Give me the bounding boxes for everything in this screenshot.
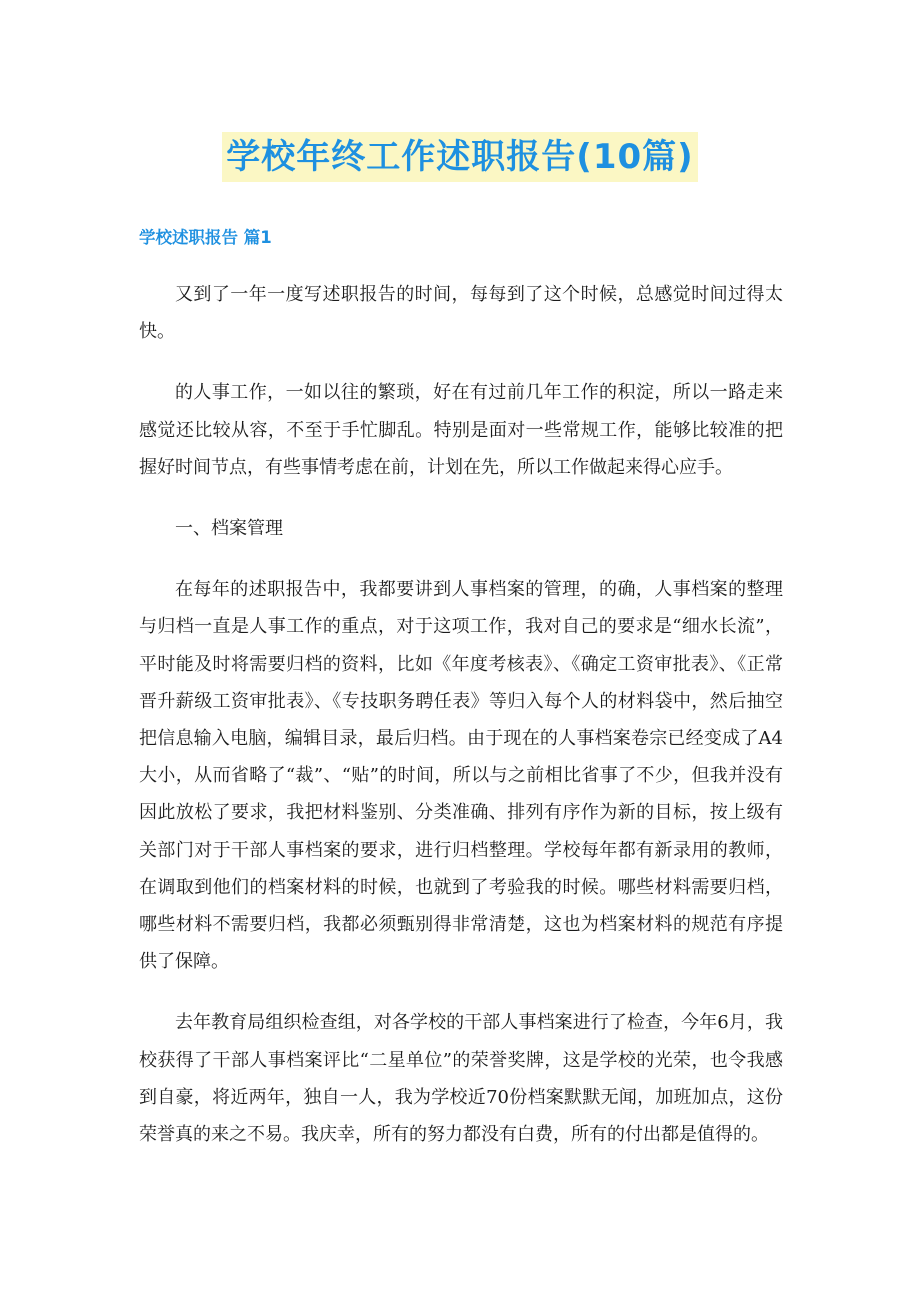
title-container: [0, 132, 920, 182]
section-heading: 学校述职报告 篇1: [139, 228, 272, 247]
subheading-archive-management: 一、档案管理: [175, 518, 283, 540]
document-title: 学校年终工作述职报告(10篇): [222, 132, 697, 182]
document-body: [139, 276, 783, 1177]
paragraph-inspection-honor: 去年教育局组织检查组，对各学校的干部人事档案进行了检查，今年6月，我校获得了干部人事档案评比“二星单位”的荣誉奖牌，这是学校的光荣，也令我感到自豪，将近两年，独自一人，我为学校近70份档案默默无闻，加班加点，这份荣誉真的来之不易。我庆幸，所有的努力都没有白费，所有的付出都是值得的。: [139, 1012, 783, 1146]
paragraph-work-summary: 的人事工作，一如以往的繁琐，好在有过前几年工作的积淀，所以一路走来感觉还比较从容，不至于手忙脚乱。特别是面对一些常规工作，能够比较准的把握好时间节点，有些事情考虑在前，计划在先，所以工作做起来得心应手。: [139, 382, 783, 478]
paragraph-archive-details: 在每年的述职报告中，我都要讲到人事档案的管理，的确，人事档案的整理与归档一直是人事工作的重点，对于这项工作，我对自己的要求是“细水长流”，平时能及时将需要归档的资料，比如《年度考核表》、《确定工资审批表》、《正常晋升薪级工资审批表》、《专技职务聘任表》等归入每个人的材料袋中，然后抽空把信息输入电脑，编辑目录，最后归档。由于现在的人事档案卷宗已经变成了A4大小，从而省略了“裁”、“贴”的时间，所以与之前相比省事了不少，但我并没有因此放松了要求，我把材料鉴别、分类准确、排列有序作为新的目标，按上级有关部门对于干部人事档案的要求，进行归档整理。学校每年都有新录用的教师，在调取到他们的档案材料的时候，也就到了考验我的时候。哪些材料需要归档，哪些材料不需要归档，我都必须甄别得非常清楚，这也为档案材料的规范有序提供了保障。: [139, 579, 783, 973]
paragraph-intro: 又到了一年一度写述职报告的时间，每每到了这个时候，总感觉时间过得太快。: [139, 284, 783, 343]
